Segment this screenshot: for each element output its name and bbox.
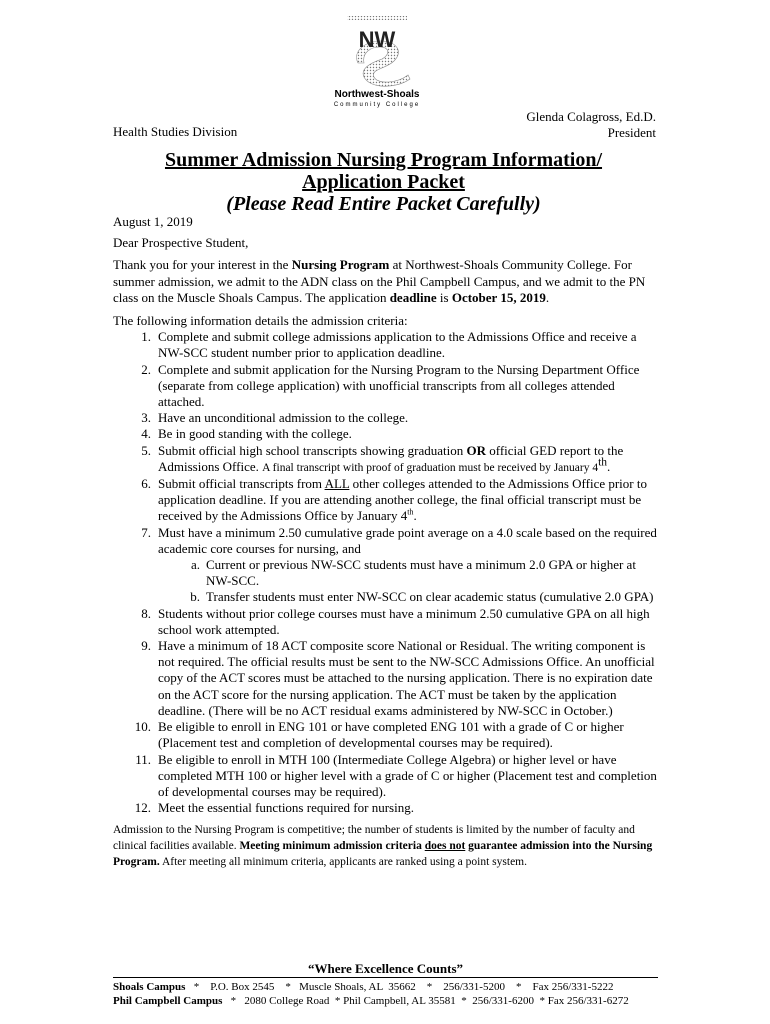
list-item: 7. Must have a minimum 2.50 cumulative grade point average on a 4.0 scale based on the required academic core courses for nursing, and a. Current or previous NW-SCC students must have a minimum 2.0 GPA or higher at NW-SCC. b. Transfer students must enter NW-SCC on clear academic status (cumulative 2.0 GPA) <box>141 524 657 605</box>
title-line-3: (Please Read Entire Packet Carefully) <box>226 193 541 215</box>
title-line-1: Summer Admission Nursing Program Information/ <box>164 149 603 171</box>
logo-college-name: Northwest-Shoals <box>334 89 420 100</box>
sub-list-item: b. Transfer students must enter NW-SCC on clear academic status (cumulative 2.0 GPA) <box>190 589 654 605</box>
list-item: 9. Have a minimum of 18 ACT composite score National or Residual. The writing component is not required. The official results must be sent to the NW-SCC Admissions Office. An unofficial copy of the ACT scores must be attached to the nursing application. There is no expiration date on the ACT score for the nursing application. The ACT must be taken by the application deadline. (There will be no ACT residual exams administered by NW-SCC in October.) <box>141 638 655 718</box>
list-item: 3. Have an unconditional admission to the college. <box>141 410 409 426</box>
list-item: 6. Submit official transcripts from ALL other colleges attended to the Admissions Office prior to application deadline. If you are attending another college, the final official transcript must be received by the Admissions Office by January 4th. <box>141 476 647 524</box>
list-item: 8. Students without prior college courses must have a minimum 2.50 cumulative GPA on all high school work attempted. <box>141 605 650 637</box>
title-line-2: Application Packet <box>302 171 465 193</box>
logo-college-subname: Community College <box>333 102 421 108</box>
salutation: Dear Prospective Student, <box>113 235 249 251</box>
criteria-list <box>113 329 658 816</box>
list-item: 4. Be in good standing with the college. <box>141 426 352 442</box>
nw-logo-mark-icon <box>318 15 436 89</box>
president-title: President <box>607 125 656 140</box>
letter-body <box>113 214 658 870</box>
list-item: 1. Complete and submit college admissions application to the Admissions Office and receive a NW-SCC student number prior to application deadline. <box>141 329 637 361</box>
sub-criteria-list <box>158 557 658 606</box>
list-item: 2. Complete and submit application for the Nursing Program to the Nursing Department Office (separate from college application) with unofficial transcripts from all colleges attended attached. <box>141 361 640 410</box>
president-block <box>526 109 656 141</box>
letter-date: August 1, 2019 <box>113 214 193 229</box>
college-logo <box>318 15 436 113</box>
list-item: 12. Meet the essential functions required for nursing. <box>134 800 414 816</box>
intro-paragraph: Thank you for your interest in the Nursing Program at Northwest-Shoals Community College. For summer admission, we admit to the ADN class on the Phil Campbell Campus, and we admit to the PN class on the Muscle Shoals Campus. The application deadline is October 15, 2019. <box>113 257 646 305</box>
list-item: 11. Be eligible to enroll in MTH 100 (Intermediate College Algebra) or higher level or have completed MTH 100 or higher level with a grade of C or higher (Placement test and completion of developmental courses may be required). <box>135 751 657 799</box>
svg-text:NW: NW <box>358 27 396 52</box>
closing-paragraph: Admission to the Nursing Program is competitive; the number of students is limited by the number of faculty and clinical facilities available. Meeting minimum admission criteria does not guarantee admission into the Nursing Program. After meeting all minimum criteria, applicants are ranked using a point system. <box>113 824 653 869</box>
footer-phil-campbell-campus: Phil Campbell Campus * 2080 College Road * Phil Campbell, AL 35581 * 256/331-6200 * Fax 256/331-6272 <box>113 995 629 1007</box>
list-item: 5. Submit official high school transcripts showing graduation OR official GED report to the Admissions Office. A final transcript with proof of graduation must be received by January 4th. <box>141 442 624 474</box>
document-title <box>113 149 654 215</box>
list-item: 10. Be eligible to enroll in ENG 101 or have completed ENG 101 with a grade of C or higher (Placement test and completion of developmental courses may be required). <box>134 719 624 751</box>
footer-shoals-campus: Shoals Campus * P.O. Box 2545 * Muscle Shoals, AL 35662 * 256/331-5200 * Fax 256/331-5222 <box>113 981 614 993</box>
motto: “Where Excellence Counts” <box>307 961 464 976</box>
sub-list-item: a. Current or previous NW-SCC students must have a minimum 2.0 GPA or higher at NW-SCC. <box>190 557 636 589</box>
criteria-intro: The following information details the admission criteria: <box>113 313 408 329</box>
division-name: Health Studies Division <box>113 124 238 139</box>
president-name: Glenda Colagross, Ed.D. <box>526 109 656 124</box>
footer-divider <box>113 977 658 978</box>
